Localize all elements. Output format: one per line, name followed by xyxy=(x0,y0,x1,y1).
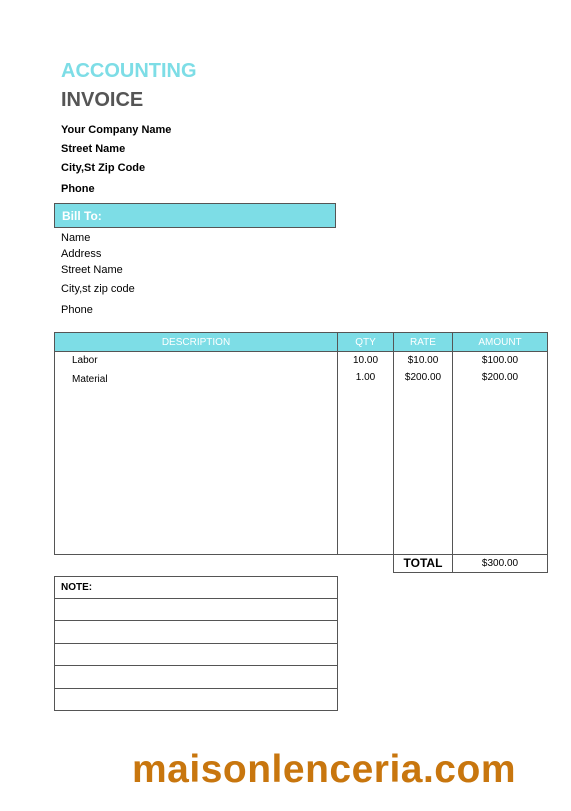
company-phone: Phone xyxy=(61,183,95,195)
note-label: NOTE: xyxy=(61,582,93,593)
invoice-title-accounting: ACCOUNTING xyxy=(61,60,197,82)
header-amount: AMOUNT xyxy=(478,337,522,348)
row-description: Material xyxy=(72,374,108,385)
client-name: Name xyxy=(61,232,91,244)
header-rate: RATE xyxy=(410,337,436,348)
company-name: Your Company Name xyxy=(61,124,172,136)
note-line xyxy=(55,620,337,621)
table-row xyxy=(55,370,547,386)
total-label: TOTAL xyxy=(403,556,443,570)
client-address: Address xyxy=(61,248,102,260)
company-street: Street Name xyxy=(61,143,126,155)
note-line xyxy=(55,598,337,599)
total-value: $300.00 xyxy=(481,558,519,569)
client-street: Street Name xyxy=(61,264,123,276)
total-box xyxy=(393,554,548,573)
watermark-logo: maisonlenceria.com xyxy=(132,748,516,791)
row-rate: $10.00 xyxy=(407,355,439,366)
note-box xyxy=(54,576,338,711)
company-city: City,St Zip Code xyxy=(61,162,146,174)
table-row xyxy=(55,353,547,369)
invoice-title-invoice: INVOICE xyxy=(61,89,144,111)
header-qty: QTY xyxy=(355,337,376,348)
note-line xyxy=(55,665,337,666)
client-phone: Phone xyxy=(61,304,93,316)
row-description: Labor xyxy=(72,355,98,366)
note-line xyxy=(55,643,337,644)
row-rate: $200.00 xyxy=(404,372,442,383)
row-qty: 10.00 xyxy=(352,355,379,366)
client-city: City,st zip code xyxy=(61,283,135,295)
row-amount: $100.00 xyxy=(481,355,519,366)
row-amount: $200.00 xyxy=(481,372,519,383)
bill-to-header: Bill To: xyxy=(54,203,336,228)
row-qty: 1.00 xyxy=(355,372,376,383)
line-items-table xyxy=(54,332,548,555)
line-items-header xyxy=(55,333,547,352)
note-line xyxy=(55,688,337,689)
header-description: DESCRIPTION xyxy=(161,337,231,348)
